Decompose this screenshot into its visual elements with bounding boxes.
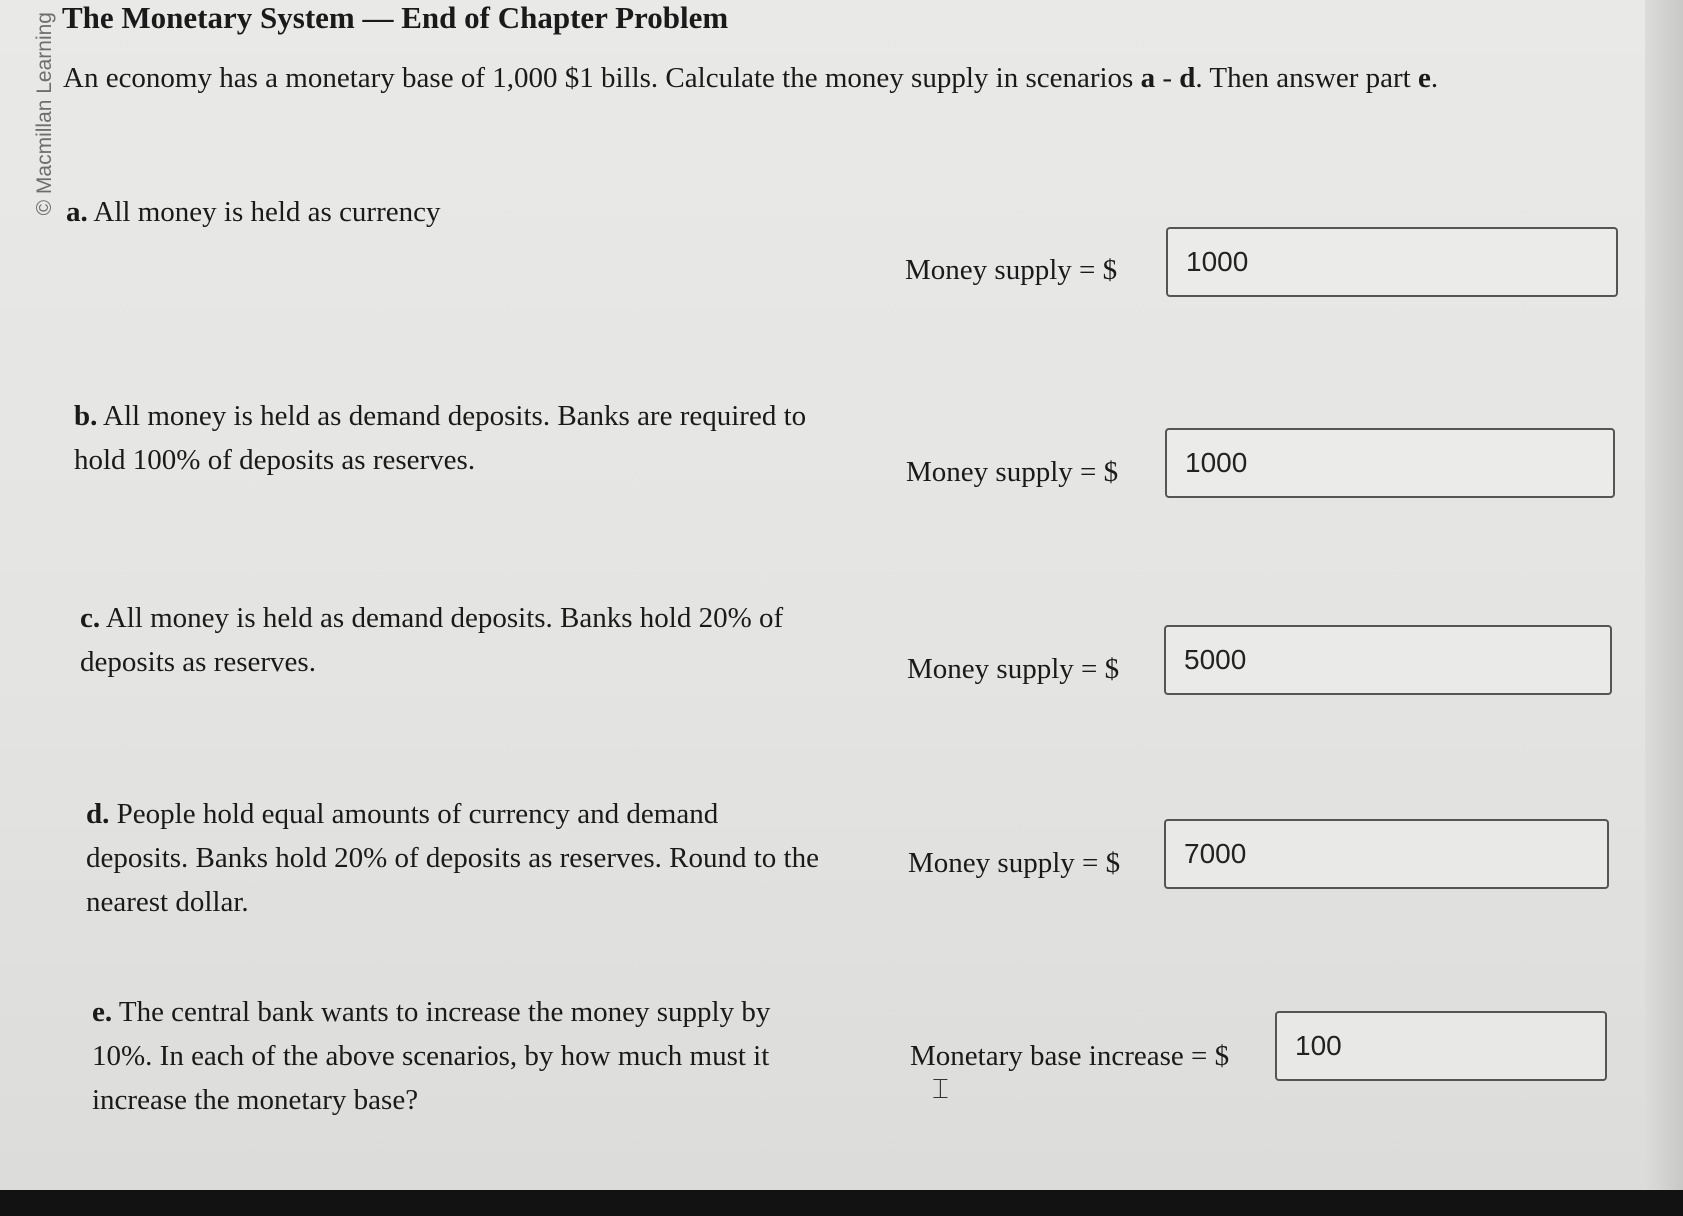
page-edge [1645,0,1683,1190]
question-letter: b. [74,400,98,432]
screen-bezel [0,1190,1683,1216]
answer-input-e[interactable]: 100 [1275,1011,1607,1081]
question-text: The central bank wants to increase the money supply by 10%. In each of the above scenarios, by how much must it increase the monetary base? [92,996,771,1116]
question-text: All money is held as demand deposits. Banks hold 20% of deposits as reserves. [80,602,784,678]
intro-text: . Then answer part [1195,62,1418,94]
question-a [66,190,846,234]
answer-label-c: Money supply = $ [907,653,1120,685]
answer-label-b: Money supply = $ [906,456,1119,488]
answer-input-c[interactable]: 5000 [1164,625,1612,695]
question-d [86,792,826,924]
question-text: All money is held as currency [87,196,441,228]
text-cursor-icon: ⌶ [932,1072,949,1105]
question-c [80,596,840,684]
intro-bold-a: a [1140,62,1156,94]
question-text: All money is held as demand deposits. Banks are required to hold 100% of deposits as reserves. [74,400,807,476]
problem-intro [63,62,1438,95]
page-title: The Monetary System — End of Chapter Problem [62,0,729,35]
answer-input-b[interactable]: 1000 [1165,428,1615,498]
intro-text: - [1155,62,1180,94]
copyright-watermark: © Macmillan Learning [33,12,56,216]
answer-label-a: Money supply = $ [905,254,1118,286]
question-letter: d. [86,798,110,830]
question-b [74,394,834,482]
intro-text: An economy has a monetary base of 1,000 $1 bills. Calculate the money supply in scenarios [63,62,1141,94]
intro-text: . [1430,62,1439,94]
intro-bold-e: e [1417,62,1431,94]
answer-label-d: Money supply = $ [908,847,1121,879]
answer-label-e: Monetary base increase = $ [910,1040,1230,1072]
question-text: People hold equal amounts of currency and demand deposits. Banks hold 20% of deposits as reserves. Round to the nearest dollar. [86,798,819,918]
answer-input-d[interactable]: 7000 [1164,819,1609,889]
question-e [92,990,832,1122]
question-letter: e. [92,996,113,1028]
answer-input-a[interactable]: 1000 [1166,227,1618,297]
question-letter: c. [80,602,101,634]
intro-bold-d: d [1179,62,1196,94]
question-letter: a. [66,196,88,228]
